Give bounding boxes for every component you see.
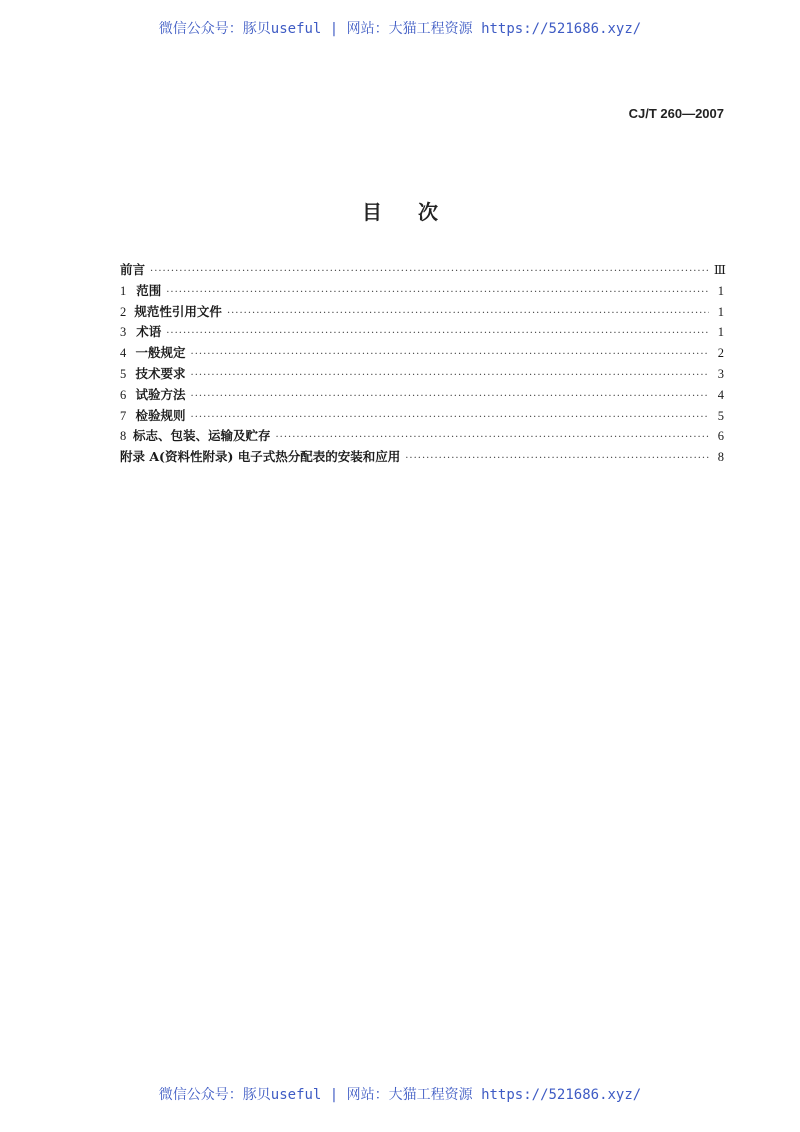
toc-entry-inspection-rules[interactable]	[120, 406, 724, 427]
toc-entry-number: 2	[120, 304, 127, 319]
toc-entry-normative-references[interactable]	[120, 302, 724, 323]
toc-entry-general-provisions[interactable]	[120, 343, 724, 364]
toc-entry-page: 8	[717, 450, 724, 465]
toc-leader-dots	[150, 262, 709, 283]
toc-entry-label: 试验方法	[135, 386, 186, 402]
watermark-header: 微信公众号：豚贝useful | 网站：大猫工程资源 https://521686.xyz/	[158, 21, 642, 37]
table-of-contents	[120, 260, 724, 468]
toc-entry-page: 6	[717, 429, 724, 444]
toc-entry-number: 3	[120, 325, 127, 340]
toc-entry-page: 1	[717, 304, 724, 319]
toc-entry-page: 1	[717, 283, 724, 298]
toc-entry-page: 5	[717, 408, 724, 423]
toc-entry-label: 标志、包装、运输及贮存	[132, 428, 271, 444]
toc-leader-dots	[166, 283, 709, 304]
toc-leader-dots	[191, 366, 709, 387]
toc-leader-dots	[275, 428, 709, 449]
toc-entry-foreword[interactable]	[120, 260, 724, 281]
toc-entry-terms[interactable]	[120, 322, 724, 343]
toc-entry-label: 一般规定	[135, 345, 186, 361]
toc-entry-label: 技术要求	[135, 365, 186, 381]
toc-entry-test-methods[interactable]	[120, 385, 724, 406]
toc-entry-page: 1	[717, 325, 724, 340]
toc-title: 目次	[362, 200, 474, 224]
toc-entry-label: 术语	[136, 324, 162, 340]
toc-entry-label: 规范性引用文件	[134, 303, 222, 319]
toc-entry-technical-requirements[interactable]	[120, 364, 724, 385]
toc-entry-label: 前言	[120, 262, 146, 277]
toc-leader-dots	[191, 345, 709, 366]
toc-entry-label: 附录 A(资料性附录) 电子式热分配表的安装和应用	[120, 449, 401, 465]
toc-entry-page: 2	[717, 346, 724, 361]
toc-entry-label: 范围	[136, 282, 162, 298]
toc-leader-dots	[191, 408, 709, 429]
toc-entry-page: Ⅲ	[713, 263, 726, 277]
toc-entry-page: 4	[717, 387, 724, 402]
toc-entry-number: 1	[120, 283, 127, 298]
toc-leader-dots	[166, 324, 709, 345]
toc-entry-marking-packaging[interactable]	[120, 426, 724, 447]
toc-entry-number: 7	[120, 408, 127, 423]
toc-entry-label: 检验规则	[135, 407, 186, 423]
toc-leader-dots	[191, 387, 709, 408]
toc-leader-dots	[405, 449, 709, 470]
toc-entry-scope[interactable]	[120, 281, 724, 302]
watermark-footer: 微信公众号：豚贝useful | 网站：大猫工程资源 https://521686.xyz/	[158, 1087, 642, 1103]
toc-leader-dots	[227, 304, 709, 325]
standard-code: CJ/T 260—2007	[628, 106, 724, 121]
toc-entry-annex-a[interactable]	[120, 447, 724, 468]
toc-entry-number: 5	[120, 366, 127, 381]
toc-entry-number: 6	[120, 387, 127, 402]
toc-entry-page: 3	[717, 366, 724, 381]
toc-entry-number: 4	[120, 346, 127, 361]
toc-entry-number: 8	[120, 429, 127, 444]
